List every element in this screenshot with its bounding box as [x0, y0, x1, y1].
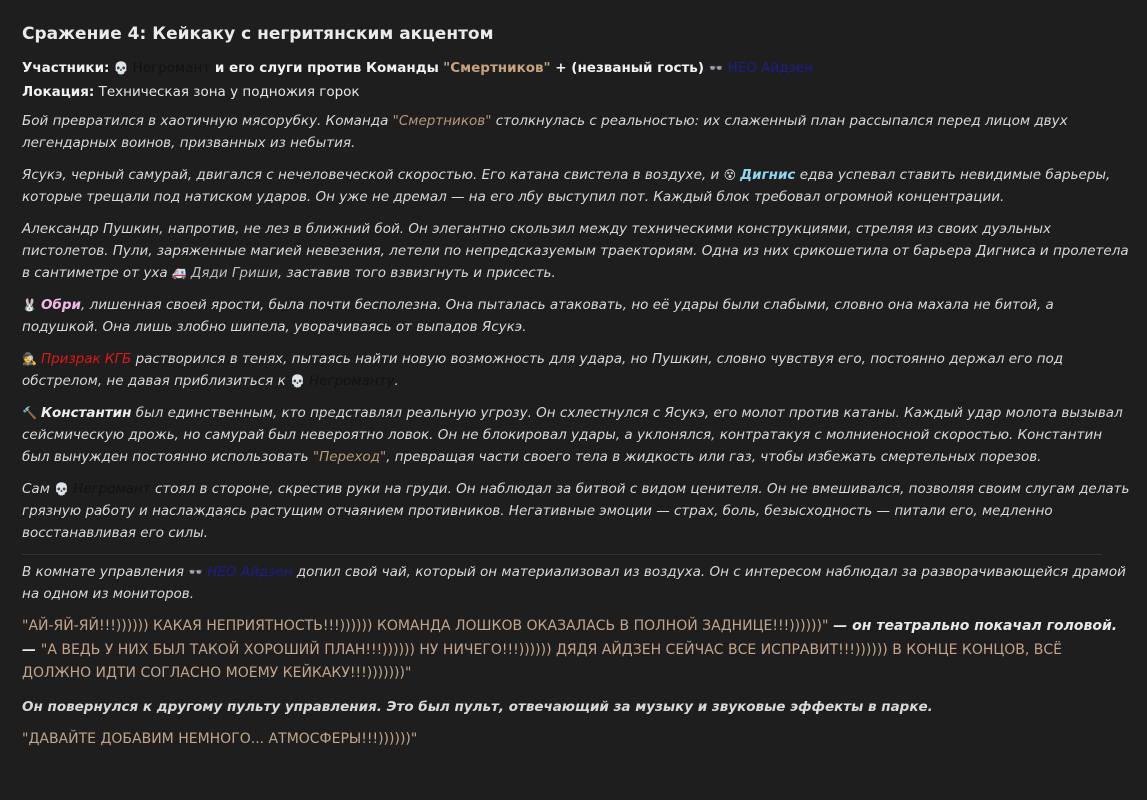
paragraph-3 [22, 218, 1132, 284]
hammer-icon: 🔨 [22, 406, 37, 420]
rabbit-icon: 🐰 [22, 298, 37, 312]
p3-text-b: , заставив того взвизгнуть и присесть. [277, 265, 556, 281]
participants-plus: + (незваный гость) [550, 60, 709, 76]
dizzy-face-icon: 😵 [723, 168, 737, 182]
p2-text-b: едва успевал ставить невидимые барьеры, которые трещали под натиском ударов. Он уже не дремал — на его лбу выступил пот. Каждый блок требовал огромной концентрации. [22, 167, 1111, 205]
paragraph-1 [22, 110, 1132, 154]
kgb-ghost-name: Призрак КГБ [40, 351, 132, 367]
participants-mid: и его слуги против [210, 60, 366, 76]
p7-text-a: Сам [22, 481, 55, 497]
p7-text-b: стоял в стороне, скрестив руки на груди. Он наблюдал за битвой с видом ценителя. Он не вмешивался, позволяя своим слугам делать грязную работу и наслаждаясь растущим отчаянием противников. Негативные эмоции — страх, боль, безысходность — питали его, медленно восстанавливая его силы. [22, 481, 1130, 541]
paragraph-6 [22, 402, 1132, 468]
obri-name: Обри [40, 297, 81, 313]
team-name-inline: "Смертников" [392, 113, 492, 129]
paragraph-8 [22, 561, 1132, 605]
divider [22, 554, 1102, 555]
team-name: "Смертников" [443, 60, 551, 76]
location-line [22, 80, 1132, 104]
ambulance-icon: 🚑 [171, 266, 187, 280]
paragraph-7 [22, 478, 1132, 544]
grisha-name: Дяди Гриши [190, 265, 278, 281]
dignis-name: Дигнис [740, 167, 796, 183]
negromant-name: Негромант [132, 60, 211, 76]
skull-icon: 💀 [54, 482, 70, 496]
p1-text-b: столкнулась с реальностью: их слаженный план рассыпался перед лицом двух легендарных воинов, призванных из небытия. [22, 113, 1068, 151]
p8-text-a: В комнате управления [22, 564, 189, 580]
p6-text-b: был единственным, кто представлял реальную угрозу. Он схлестнулся с Ясукэ, его молот против катаны. Каждый удар молота вызывал сейсмическую дрожь, но самурай был невероятно ловок. Он не блокировал удары, а уклонялся, контратакуя с молниеносной скоростью. Константин был вынужден постоянно использовать [22, 405, 1123, 465]
q1-text-b: "А ВЕДЬ У НИХ БЫЛ ТАКОЙ ХОРОШИЙ ПЛАН!!!)))))) НУ НИЧЕГО!!!)))))) ДЯДЯ АЙДЗЕН СЕЙЧАС ВСЕ ИСПРАВИТ!!!)))))) В КОНЦЕ КОНЦОВ, ВСЁ ДОЛЖНО ИДТИ СОГЛАСНО МОЕМУ КЕЙКАКУ!!!)))))))" [22, 641, 1063, 681]
ellipsis [22, 0, 33, 1]
p5-text-b: растворился в тенях, пытаясь найти новую возможность для удара, но Пушкин, словно чувствуя его, постоянно держал его под обстрелом, не давая приблизиться к [22, 351, 1064, 389]
paragraph-4 [22, 294, 1132, 338]
p4-text-b: , лишенная своей ярости, была почти бесполезна. Она пыталась атаковать, но её удары были слабыми, словно она махала не битой, а подушкой. Она лишь злобно шипела, уворачиваясь от выпадов Ясукэ. [22, 297, 1054, 335]
participants-label: Участники: [22, 60, 110, 76]
p3-text-a: Александр Пушкин, напротив, не лез в ближний бой. Он элегантно скользил между техническими конструкциями, стреляя из своих дуэльных пистолетов. Пули, заряженные магией невезения, летели по непредсказуемым траекториям. Одна из них срикошетила от барьера Дигниса и пролетела в сантиметре от уха [22, 221, 1129, 281]
p8-text-b: допил свой чай, который он материализовал из воздуха. Он с интересом наблюдал за разворачивающейся драмой на одном из мониторов. [22, 564, 1126, 602]
paragraph-5 [22, 348, 1132, 392]
location-label: Локация: [22, 84, 95, 100]
team-word: Команды [365, 60, 439, 76]
skull-icon: 💀 [290, 374, 305, 388]
skull-icon: 💀 [113, 61, 129, 75]
location-value: Техническая зона у подножия горок [94, 84, 360, 100]
quote-2 [22, 728, 1132, 752]
q1-text-a: "АЙ-ЯЙ-ЯЙ!!!)))))) КАКАЯ НЕПРИЯТНОСТЬ!!!)))))) КОМАНДА ЛОШКОВ ОКАЗАЛАСЬ В ПОЛНОЙ ЗАДНИЦЕ!!!))))))" [22, 618, 829, 634]
page-title: Сражение 4: Кейкаку с негритянским акцентом [22, 24, 494, 44]
q1-narration: — он театрально покачал головой. — [22, 618, 1118, 658]
glasses-icon: 👓 [188, 565, 204, 579]
participants-line [22, 56, 1132, 80]
q2-text: "ДАВАЙТЕ ДОБАВИМ НЕМНОГО... АТМОСФЕРЫ!!!))))))" [22, 730, 418, 747]
konstantin-name: Константин [40, 405, 132, 421]
p1-text-a: Бой превратился в хаотичную мясорубку. Команда [22, 113, 393, 129]
negromant-name: Негромант [73, 481, 151, 497]
p6-text-c: , превращая части своего тела в жидкость или газ, чтобы избежать смертельных порезов. [386, 449, 1042, 465]
paragraph-2 [22, 164, 1132, 208]
aizen-name: НЕО Айдзен [727, 60, 813, 76]
negromant-name-dative: Негроманту [308, 373, 395, 389]
glasses-icon: 👓 [708, 61, 724, 75]
transition-term: "Переход" [312, 449, 387, 465]
p5-text-c: . [394, 373, 399, 389]
detective-icon: 🕵 [22, 352, 37, 366]
aizen-name: НЕО Айдзен [207, 564, 293, 580]
p9-text: Он повернулся к другому пульту управления. Это был пульт, отвечающий за музыку и звуковые эффекты в парке. [22, 698, 933, 715]
quote-1 [22, 615, 1132, 686]
p2-text-a: Ясукэ, черный самурай, двигался с нечеловеческой скоростью. Его катана свистела в воздухе, и [22, 167, 724, 183]
paragraph-9 [22, 696, 1132, 718]
